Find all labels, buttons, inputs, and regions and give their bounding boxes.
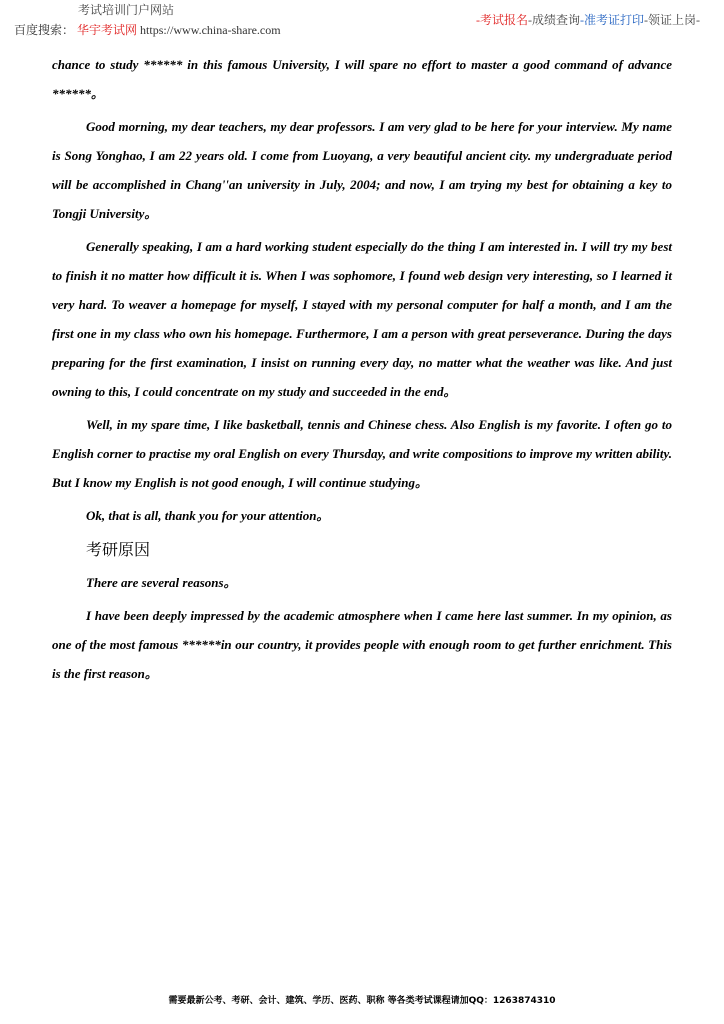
link-admission-ticket[interactable]: -准考证打印: [580, 13, 644, 27]
header-links: [476, 11, 700, 28]
page-footer: 需要最新公考、考研、会计、建筑、学历、医药、职称 等各类考试课程请加QQ：1263874310: [168, 996, 556, 1006]
link-score-query[interactable]: -成绩查询: [528, 13, 580, 27]
paragraph-hobbies: Well, in my spare time, I like basketball, tennis and Chinese chess. Also English is my favorite. I often go to English corner to practise my oral English on every Thursday, and write compositions to improve my written ability. But I know my English is not good enough, I will continue studying。: [52, 417, 672, 490]
search-label: 百度搜索：: [14, 23, 75, 37]
paragraph-continuation: chance to study ****** in this famous University, I will spare no effort to master a good command of advance ******。: [52, 57, 672, 101]
brand-link[interactable]: 华宇考试网: [77, 23, 138, 37]
site-url[interactable]: https://www.china-share.com: [140, 23, 281, 37]
section-heading: 考研原因: [86, 540, 151, 559]
search-hint: [14, 21, 281, 38]
paragraph-reasons-intro: There are several reasons。: [86, 575, 237, 590]
link-exam-registration[interactable]: -考试报名: [476, 13, 528, 27]
paragraph-first-reason: I have been deeply impressed by the academic atmosphere when I came here last summer. In my opinion, as one of the most famous ******in our country, it provides people with enough room to get further enrichment. This is the first reason。: [52, 608, 672, 681]
document-body: [52, 50, 672, 692]
paragraph-closing: Ok, that is all, thank you for your attention。: [86, 508, 330, 523]
site-title: 考试培训门户网站: [78, 3, 175, 17]
paragraph-introduction: Good morning, my dear teachers, my dear professors. I am very glad to be here for your interview. My name is Song Yonghao, I am 22 years old. I come from Luoyang, a very beautiful ancient city. my undergraduate period will be accomplished in Chang''an university in July, 2004; and now, I am trying my best for obtaining a key to Tongji University。: [52, 119, 672, 221]
link-certificate[interactable]: -领证上岗-: [644, 13, 700, 27]
paragraph-personality: Generally speaking, I am a hard working student especially do the thing I am interested in. I will try my best to finish it no matter how difficult it is. When I was sophomore, I found web design very interesting, so I learned it very hard. To weaver a homepage for myself, I stayed with my personal computer for half a month, and I am the first one in my class who own his homepage. Furthermore, I am a person with great perseverance. During the days preparing for the first examination, I insist on running every day, no matter what the weather was like. And just owning to this, I could concentrate on my study and succeeded in the end。: [52, 239, 672, 399]
